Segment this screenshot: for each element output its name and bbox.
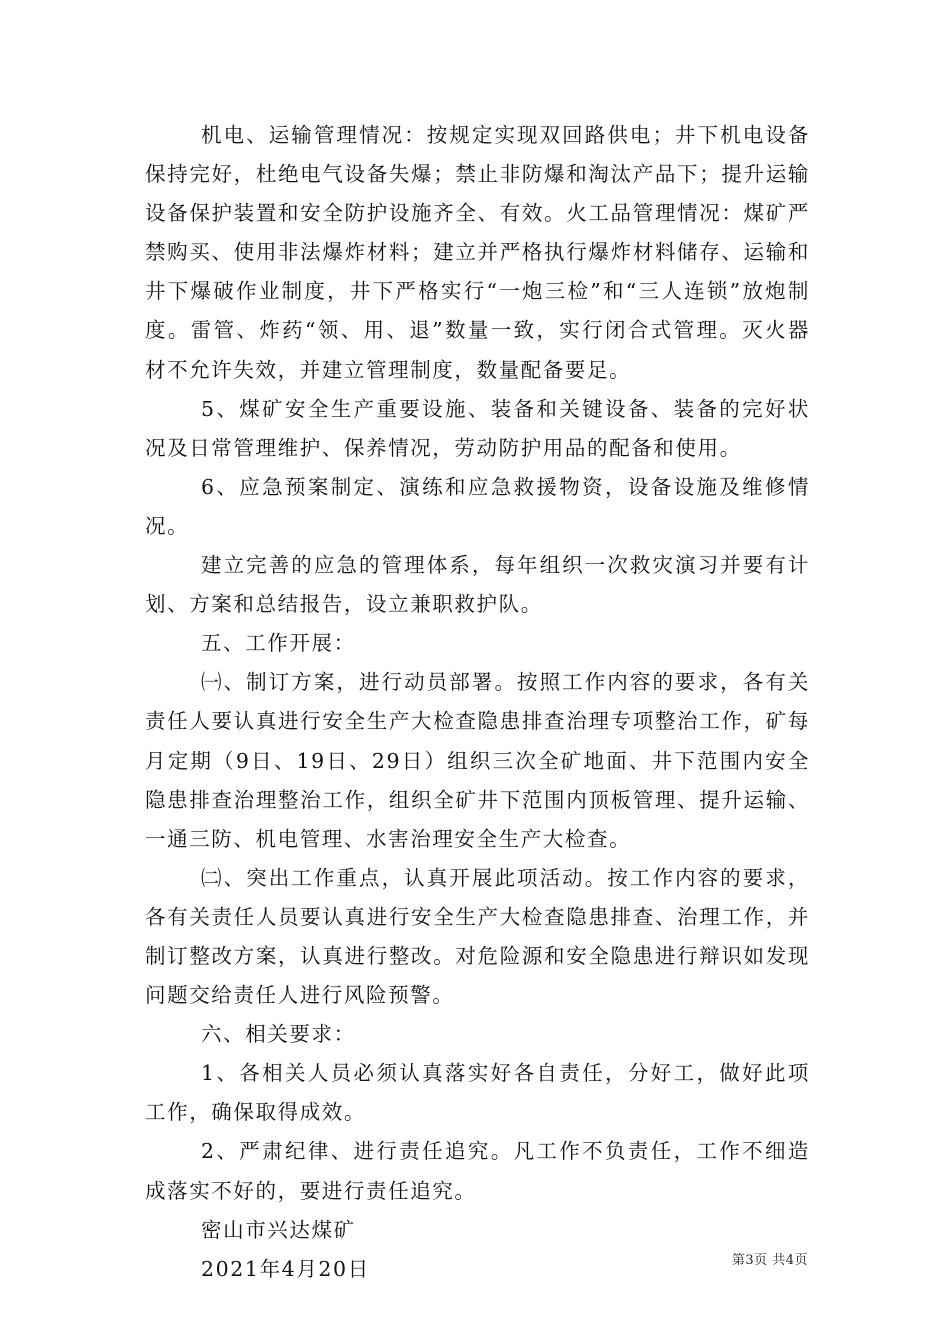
paragraph-work-1: ㈠、制订方案，进行动员部署。按照工作内容的要求，各有关责任人要认真进行安全生产大检查隐患排查治理专项整治工作，矿每月定期（9日、19日、29日）组织三次全矿地面、井下范围内安全隐患排查治理整治工作，组织全矿井下范围内顶板管理、提升运输、一通三防、机电管理、水害治理安全生产大检查。 [145, 670, 810, 851]
document-date: 2021年4月20日 [201, 1256, 370, 1281]
paragraph-requirement-2: 2、严肃纪律、进行责任追究。凡工作不负责任，工作不细造成落实不好的，要进行责任追究。 [145, 1139, 810, 1203]
page-number: 第3页 共4页 [731, 1253, 808, 1268]
section-heading-work: 五、工作开展： [201, 631, 356, 656]
paragraph-item-6: 6、应急预案制定、演练和应急救援物资，设备设施及维修情况。 [145, 474, 810, 538]
paragraph-work-2: ㈡、突出工作重点，认真开展此项活动。按工作内容的要求，各有关责任人员要认真进行安全生产大检查隐患排查、治理工作，并制订整改方案，认真进行整改。对危险源和安全隐患进行辩识如发现问题交给责任人进行风险预警。 [145, 865, 810, 1008]
paragraph-emergency-system: 建立完善的应急的管理体系，每年组织一次救灾演习并要有计划、方案和总结报告，设立兼职救护队。 [145, 553, 810, 617]
signature: 密山市兴达煤矿 [201, 1217, 356, 1242]
section-heading-requirements: 六、相关要求： [201, 1022, 356, 1047]
document-body [145, 116, 810, 1289]
paragraph-electromechanical: 机电、运输管理情况：按规定实现双回路供电；井下机电设备保持完好，杜绝电气设备失爆；禁止非防爆和淘汰产品下；提升运输设备保护装置和安全防护设施齐全、有效。火工品管理情况：煤矿严禁购买、使用非法爆炸材料；建立并严格执行爆炸材料储存、运输和井下爆破作业制度，井下严格实行“一炮三检”和“三人连锁”放炮制度。雷管、炸药“领、用、退”数量一致，实行闭合式管理。灭火器材不允许失效，并建立管理制度，数量配备要足。 [145, 123, 810, 382]
paragraph-item-5: 5、煤矿安全生产重要设施、装备和关键设备、装备的完好状况及日常管理维护、保养情况，劳动防护用品的配备和使用。 [145, 396, 810, 460]
paragraph-requirement-1: 1、各相关人员必须认真落实好各自责任，分好工，做好此项工作，确保取得成效。 [145, 1061, 810, 1125]
